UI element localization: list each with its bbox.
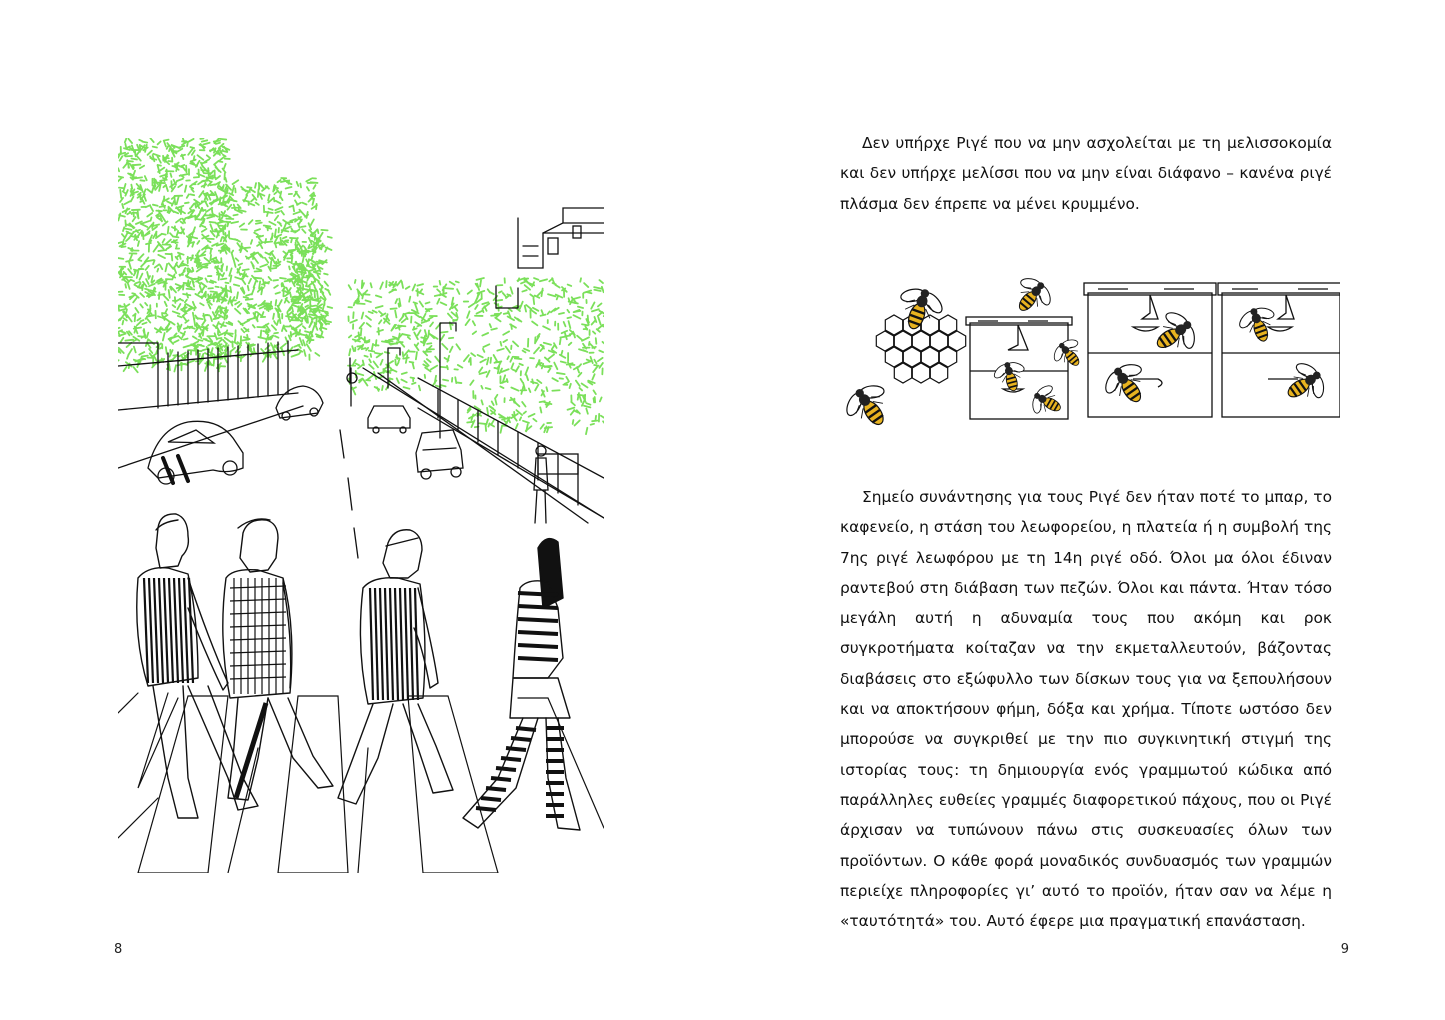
person-striped-tights <box>463 539 580 830</box>
paragraph-beekeeping: Δεν υπήρχε Ριγέ που να μην ασχολείται με τη μελισσοκομία και δεν υπήρχε μελίσσι που να μην είναι διάφανο – κανένα ριγέ πλάσμα δεν έπρεπε να μένει κρυμμένο. <box>840 134 1332 213</box>
crosswalk-illustration <box>118 138 604 873</box>
right-page <box>722 0 1445 1020</box>
beehive-large-2 <box>1218 283 1340 417</box>
zebra-crossing <box>118 693 604 873</box>
person-striped-shirt-2 <box>338 530 453 804</box>
page-number: 9 <box>1340 942 1349 957</box>
clothing-stripes <box>144 578 564 816</box>
beehive-large-1 <box>1084 283 1216 417</box>
page-number: 8 <box>114 942 123 957</box>
honeycomb <box>876 315 965 383</box>
tree-foliage <box>118 138 604 434</box>
small-car <box>276 386 323 420</box>
standing-man <box>534 446 548 523</box>
bees-and-hives-illustration <box>828 255 1340 445</box>
walking-people <box>137 514 580 830</box>
road <box>118 368 604 558</box>
distant-car <box>368 406 410 433</box>
person-checked-jacket <box>223 519 333 800</box>
left-page <box>0 0 722 1020</box>
paragraph-crosswalk: Σημείο συνάντησης για τους Ριγέ δεν ήταν ποτέ το μπαρ, το καφενείο, η στάση του λεωφορείου, η πλατεία ή η συμβολή της 7ης ριγέ λεωφόρου με τη 14η ριγέ οδό. Όλοι μα όλοι έδιναν ραντεβού στη διάβαση των πεζών. Όλοι και πάντα. Ήταν τόσο μεγάλη αυτή η αδυναμία τους που ακόμη και ροκ συγκροτήματα κοίταζαν να την εκμεταλλευτούν, βάζοντας διαβάσεις στο εξώφυλλο των δίσκων τους για να ξεπουλήσουν και να αποκτήσουν φήμη, δόξα και χρήμα. Τίποτε ωστόσο δεν μπορούσε να συγκριθεί με την πιο συγκινητική στιγμή της ιστορίας τους: τη δημιουργία ενός γραμμωτού κώδικα από παράλληλες ευθείες γραμμές διαφορετικού πάχους, που οι Ριγέ άρχισαν να τυπώνουν πάνω στις συσκευασίες όλων των προϊόντων. Ο κάθε φορά μοναδικός συνδυασμός των γραμμών περιείχε πληροφορίες γι’ αυτό το προϊόν, ήταν σαν να λέμε η «ταυτότητά» του. Αυτό έφερε μια πραγματική επανάσταση. <box>840 488 1332 931</box>
left-fence <box>118 341 298 410</box>
